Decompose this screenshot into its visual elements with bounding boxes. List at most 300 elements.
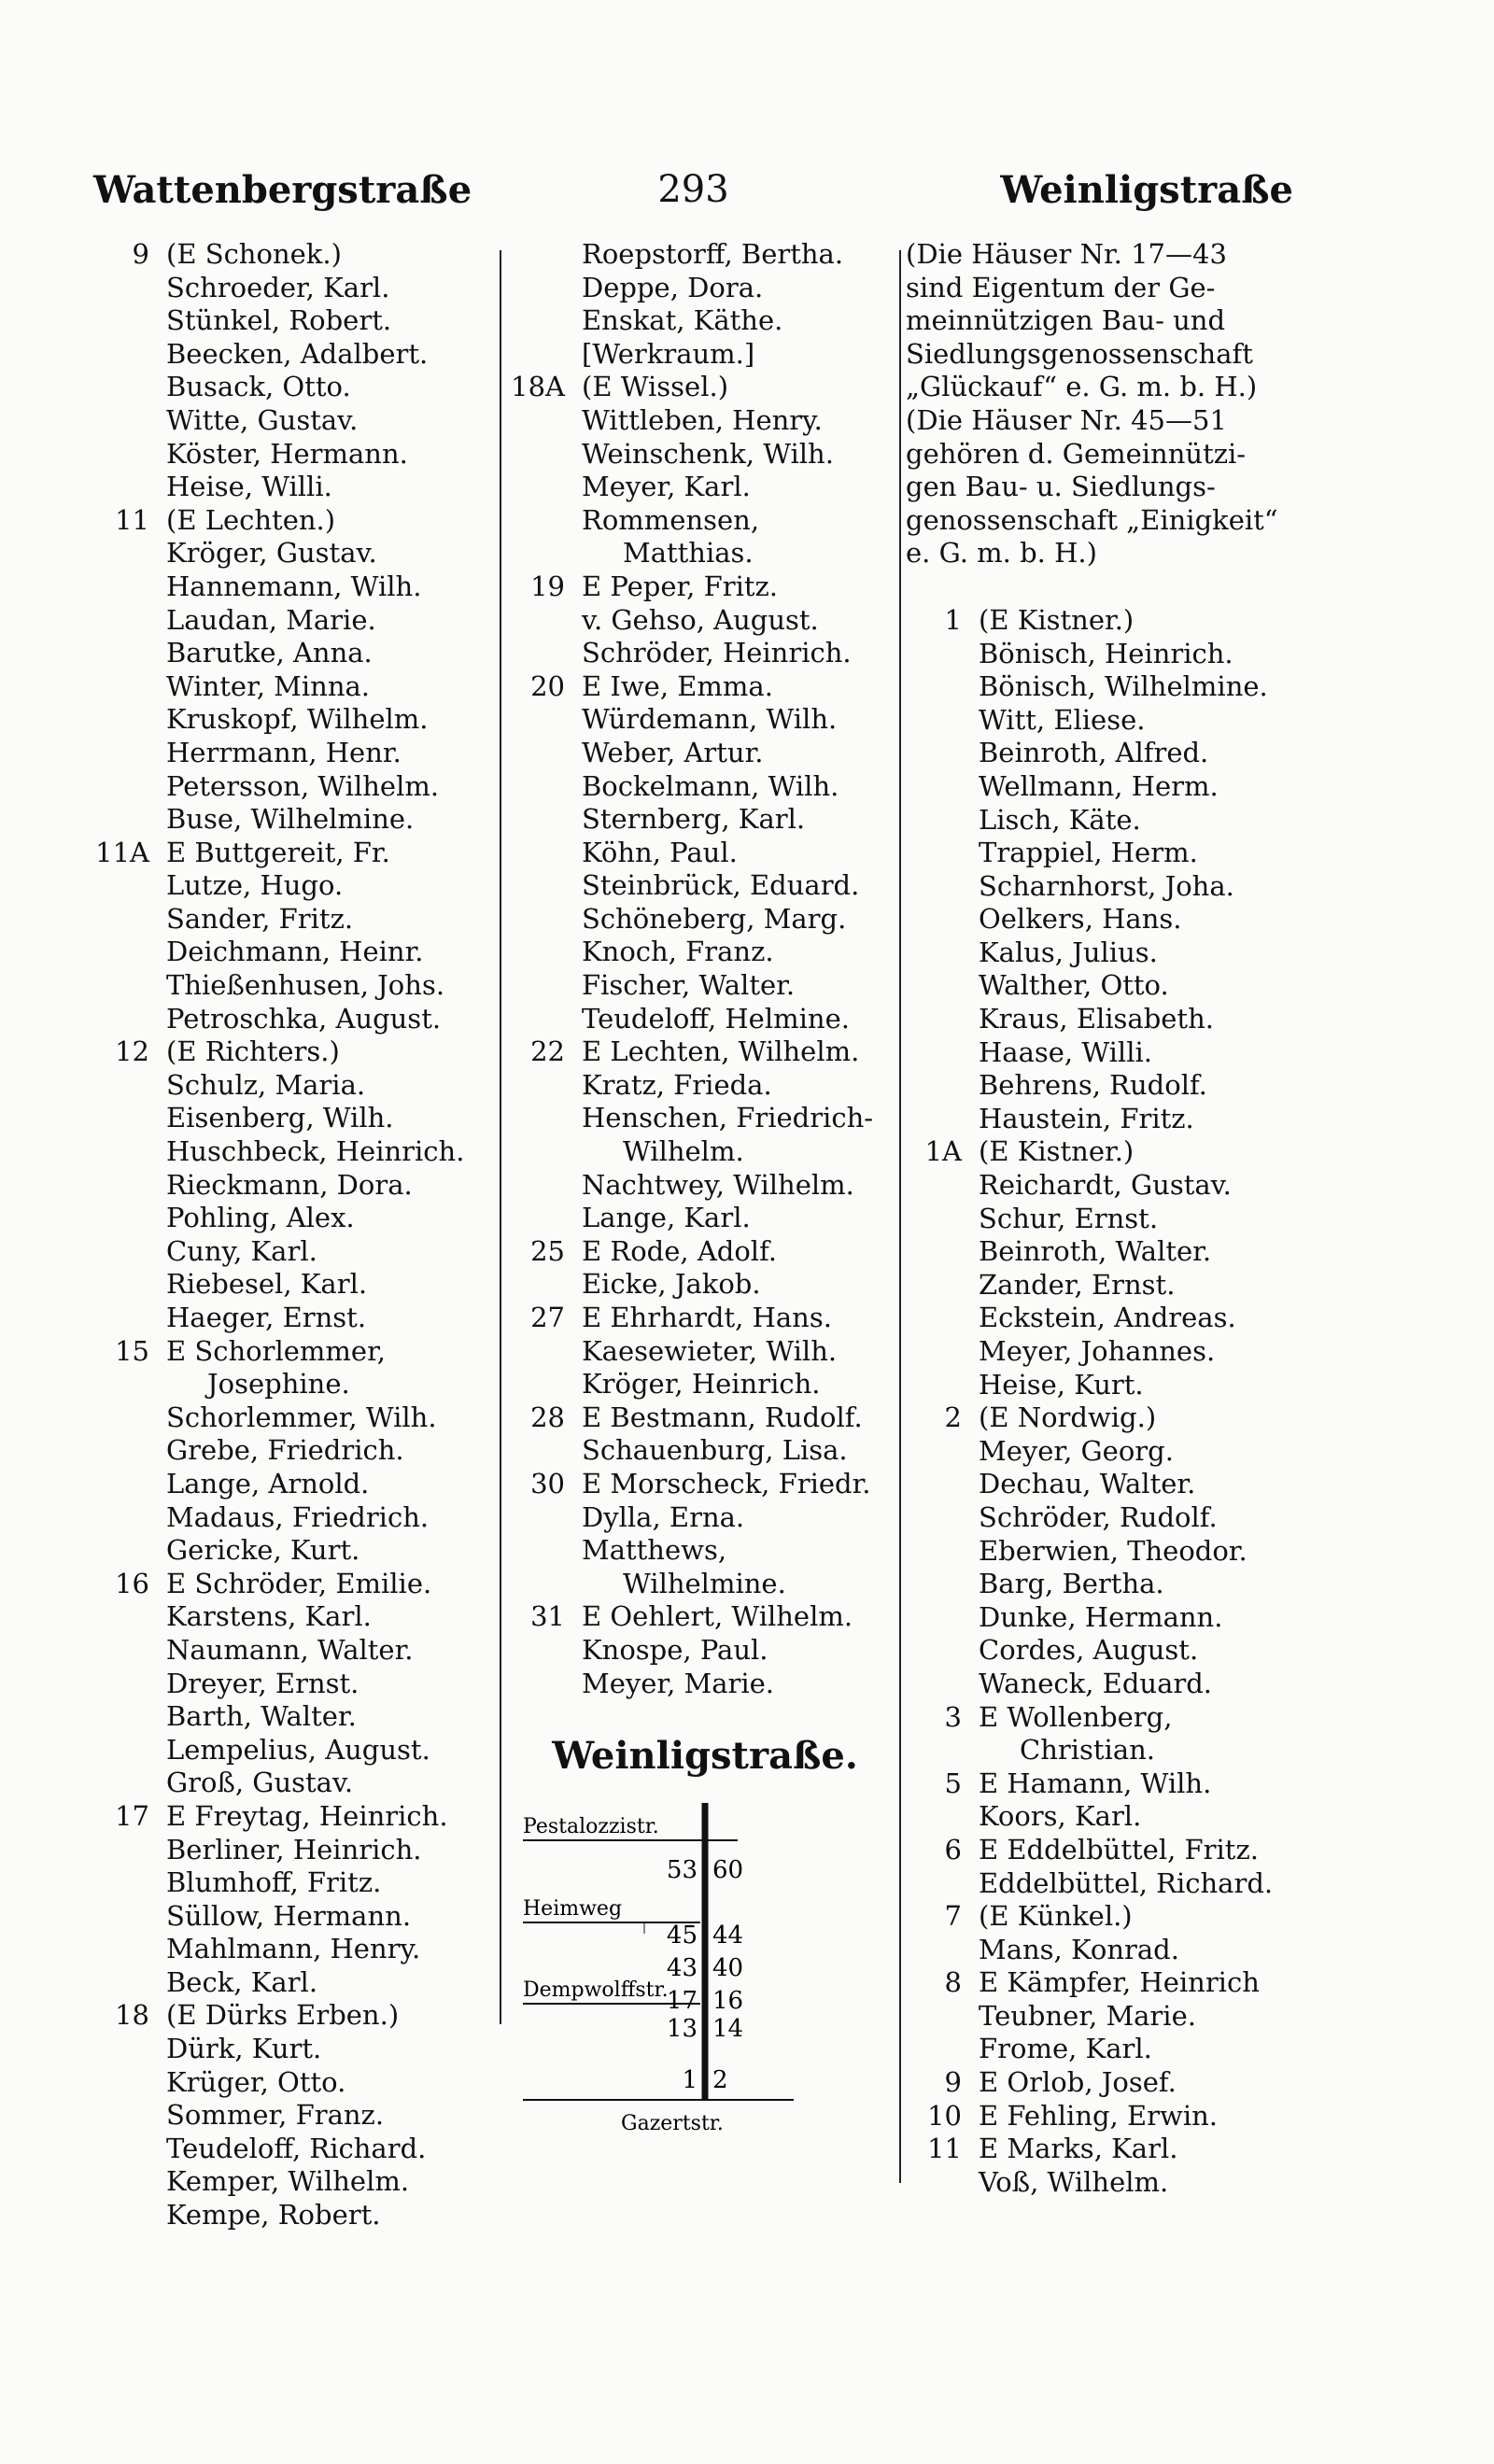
entry-text: Karstens, Karl. [166, 1600, 372, 1633]
entry-text: Cuny, Karl. [166, 1234, 317, 1267]
entry-text: Riebesel, Karl. [166, 1268, 368, 1301]
resident-entry [93, 371, 495, 404]
house-number: 8 [944, 1966, 962, 1999]
entry-text: Thießenhusen, Johs. [166, 969, 445, 1002]
resident-entry [93, 1102, 495, 1135]
entry-text: Kemper, Wilhelm. [166, 2165, 410, 2198]
house-number: 19 [530, 570, 565, 602]
entry-text: Kraus, Elisabeth. [979, 1003, 1214, 1035]
resident-entry [93, 1600, 495, 1634]
entry-text: Beinroth, Walter. [979, 1235, 1212, 1268]
note-line [906, 304, 1307, 338]
note-text: sind Eigentum der Ge- [906, 271, 1216, 303]
entry-text: Matthews, [582, 1534, 727, 1567]
house-number: 25 [530, 1234, 565, 1267]
note-line [906, 438, 1307, 472]
resident-entry [93, 1003, 495, 1036]
entry-text: Bockelmann, Wilh. [582, 769, 839, 802]
entry-text: Behrens, Rudolf. [979, 1069, 1207, 1102]
entry-text: Pohling, Alex. [166, 1202, 355, 1234]
house-number: 9 [944, 2066, 962, 2099]
resident-entry [93, 1434, 495, 1468]
resident-entry [906, 903, 1307, 936]
entry-text: E Peper, Fritz. [582, 570, 779, 602]
entry-text: (E Kistner.) [979, 603, 1135, 636]
entry-text: E Lechten, Wilhelm. [582, 1035, 860, 1068]
entry-text: Wilhelmine. [623, 1567, 786, 1599]
resident-entry [509, 1102, 901, 1135]
entry-text: Barutke, Anna. [166, 637, 373, 669]
house-number: 11 [115, 503, 149, 536]
entry-text: Schur, Ernst. [979, 1202, 1159, 1234]
entry-text: E Schorlemmer, [166, 1334, 386, 1367]
entry-text: Voß, Wilhelm. [979, 2165, 1169, 2198]
house-number: 5 [944, 1767, 962, 1799]
resident-entry [93, 1501, 495, 1535]
resident-entry [93, 936, 495, 969]
entry-text: Reichardt, Gustav. [979, 1169, 1232, 1202]
top-street-label: Pestalozzistr. [523, 1815, 659, 1839]
resident-entry [509, 737, 901, 770]
house-number-left: 1 [682, 2066, 698, 2095]
house-number: 31 [530, 1600, 565, 1633]
entry-text: Würdemann, Wilh. [582, 703, 838, 736]
resident-entry [93, 969, 495, 1003]
resident-entry [93, 1302, 495, 1335]
entry-text: E Morscheck, Friedr. [582, 1467, 871, 1500]
entry-text: Waneck, Eduard. [979, 1667, 1213, 1699]
entry-text: E Rode, Adolf. [582, 1234, 778, 1267]
resident-entry [509, 803, 901, 837]
entry-text: E Kämpfer, Heinrich [979, 1966, 1260, 1999]
entry-text: Frome, Karl. [979, 2033, 1152, 2065]
entry-text: Weinschenk, Wilh. [582, 437, 834, 470]
house-number: 1 [944, 603, 962, 636]
house-number-left: 43 [666, 1954, 698, 1983]
house-entry [509, 1401, 901, 1435]
resident-entry [509, 604, 901, 638]
house-entry [906, 1767, 1307, 1801]
resident-entry [93, 670, 495, 704]
house-entry [509, 1302, 901, 1335]
entry-text: v. Gehso, August. [582, 603, 819, 636]
house-number: 15 [115, 1334, 149, 1367]
house-number-right: 40 [712, 1954, 744, 1983]
resident-entry [93, 1767, 495, 1800]
resident-entry [906, 1934, 1307, 1967]
side-street-2-label: Dempwolffstr. [523, 1978, 669, 2003]
entry-text: Köhn, Paul. [582, 836, 738, 868]
entry-text: Heise, Kurt. [979, 1368, 1144, 1401]
resident-entry [93, 1468, 495, 1501]
house-entry [906, 1135, 1307, 1169]
house-entry [906, 604, 1307, 638]
entry-text: Steinbrück, Eduard. [582, 869, 860, 902]
resident-entry [906, 1568, 1307, 1601]
entry-text: Zander, Ernst. [979, 1268, 1176, 1301]
house-number: 17 [115, 1799, 149, 1832]
resident-entry [93, 1135, 495, 1169]
page-number: 293 [657, 168, 729, 211]
column-3 [906, 238, 1307, 2199]
entry-text: Lisch, Käte. [979, 803, 1141, 836]
entry-text: Eberwien, Theodor. [979, 1534, 1247, 1567]
house-number: 30 [530, 1467, 565, 1500]
entry-text: Eisenberg, Wilh. [166, 1102, 394, 1134]
entry-text: Meyer, Johannes. [979, 1335, 1216, 1367]
resident-entry [906, 1535, 1307, 1569]
resident-entry [906, 2033, 1307, 2066]
resident-entry [93, 1401, 495, 1435]
resident-entry [906, 1634, 1307, 1668]
entry-text: Kaesewieter, Wilh. [582, 1334, 838, 1367]
entry-text: Deichmann, Heinr. [166, 936, 424, 968]
resident-entry [509, 770, 901, 804]
house-entry [906, 2100, 1307, 2133]
entry-text: Haeger, Ernst. [166, 1302, 367, 1333]
house-entry [93, 1800, 495, 1834]
entry-text: (E Lechten.) [166, 503, 336, 536]
resident-entry [93, 1069, 495, 1103]
entry-text: Witte, Gustav. [166, 403, 359, 436]
entry-text: Wilhelm. [623, 1135, 744, 1168]
entry-text: Bönisch, Heinrich. [979, 637, 1233, 669]
house-number: 18 [115, 1999, 149, 2032]
resident-entry [509, 504, 901, 538]
entry-text: (E Kistner.) [979, 1135, 1135, 1168]
entry-text: (E Nordwig.) [979, 1401, 1157, 1434]
note-line [906, 338, 1307, 372]
resident-entry [93, 1268, 495, 1302]
resident-entry [906, 969, 1307, 1003]
entry-text: Meyer, Marie. [582, 1667, 775, 1699]
resident-entry [93, 537, 495, 570]
resident-entry [906, 1601, 1307, 1635]
resident-entry [906, 1800, 1307, 1834]
column-1 [93, 238, 495, 2232]
house-number-right: 60 [712, 1856, 744, 1885]
bottom-street-label: Gazertstr. [621, 2112, 724, 2136]
entry-text: Berliner, Heinrich. [166, 1833, 422, 1866]
entry-text: Groß, Gustav. [166, 1767, 354, 1799]
entry-text: Gericke, Kurt. [166, 1534, 360, 1567]
resident-entry [93, 770, 495, 804]
resident-entry [509, 537, 901, 570]
resident-entry [509, 1135, 901, 1169]
house-entry [906, 2066, 1307, 2100]
entry-text: Dechau, Walter. [979, 1468, 1196, 1500]
resident-entry [906, 770, 1307, 804]
entry-text: Süllow, Hermann. [166, 1899, 412, 1932]
house-entry [93, 1568, 495, 1601]
resident-entry [906, 737, 1307, 770]
entry-text: Sternberg, Karl. [582, 803, 806, 836]
house-number: 7 [944, 1900, 962, 1933]
note-text: e. G. m. b. H.) [906, 537, 1097, 570]
entry-text: Dürk, Kurt. [166, 2033, 322, 2065]
house-number: 20 [530, 669, 565, 702]
entry-text: Knospe, Paul. [582, 1633, 768, 1666]
entry-text: Eicke, Jakob. [582, 1268, 761, 1301]
entry-text: Matthias. [623, 537, 754, 570]
resident-entry [509, 1501, 901, 1535]
resident-entry [509, 404, 901, 438]
resident-entry [93, 1235, 495, 1269]
resident-entry [906, 1867, 1307, 1901]
entry-text: Schröder, Rudolf. [979, 1500, 1218, 1533]
entry-text: Bönisch, Wilhelmine. [979, 670, 1268, 703]
resident-entry [906, 1203, 1307, 1236]
entry-text: E Bestmann, Rudolf. [582, 1401, 863, 1433]
entry-text: E Marks, Karl. [979, 2133, 1178, 2165]
entry-text: E Buttgereit, Fr. [166, 836, 390, 868]
resident-entry [906, 1734, 1307, 1767]
resident-entry [906, 1302, 1307, 1335]
entry-text: Heise, Willi. [166, 471, 332, 503]
resident-entry [93, 1169, 495, 1203]
entry-text: Lange, Karl. [582, 1202, 751, 1234]
resident-entry [93, 2199, 495, 2232]
house-number: 28 [530, 1401, 565, 1433]
resident-entry [509, 1634, 901, 1668]
entry-text: Lutze, Hugo. [166, 869, 344, 902]
resident-entry [509, 272, 901, 305]
entry-text: Petersson, Wilhelm. [166, 769, 440, 802]
resident-entry [509, 1668, 901, 1701]
entry-text: Stünkel, Robert. [166, 304, 392, 337]
resident-entry [906, 704, 1307, 738]
resident-entry [93, 737, 495, 770]
house-number-left: 13 [666, 2015, 698, 2044]
entry-text: Schroeder, Karl. [166, 271, 390, 303]
entry-text: (E Dürks Erben.) [166, 1999, 400, 2032]
resident-entry [93, 2165, 495, 2199]
column-3-entries [906, 604, 1307, 2200]
resident-entry [509, 703, 901, 737]
resident-entry [93, 1933, 495, 1966]
house-number: 9 [132, 238, 149, 270]
resident-entry [93, 2066, 495, 2100]
resident-entry [906, 2166, 1307, 2200]
note-text: (Die Häuser Nr. 45—51 [906, 403, 1227, 436]
entry-text: Trappiel, Herm. [979, 837, 1198, 869]
note-text: Siedlungsgenossenschaft [906, 337, 1253, 370]
house-number-left: 53 [666, 1856, 698, 1885]
house-entry [93, 1035, 495, 1069]
resident-entry [509, 1202, 901, 1235]
house-number-left: 17 [666, 1987, 698, 2016]
resident-entry [93, 570, 495, 604]
house-number: 2 [944, 1401, 962, 1434]
resident-entry [93, 1700, 495, 1734]
resident-entry [93, 338, 495, 372]
entry-text: Buse, Wilhelmine. [166, 803, 415, 836]
resident-entry [509, 903, 901, 936]
resident-entry [906, 1369, 1307, 1402]
resident-entry [906, 1103, 1307, 1136]
note-line [906, 238, 1307, 272]
running-head-left: Wattenbergstraße [93, 168, 472, 212]
house-number-left: 45 [666, 1922, 698, 1950]
resident-entry [509, 1003, 901, 1036]
resident-entry [93, 471, 495, 504]
house-number: 11 [927, 2133, 962, 2165]
house-number: 11A [95, 836, 149, 868]
entry-text: Christian. [1020, 1734, 1155, 1767]
resident-entry [906, 1169, 1307, 1203]
house-entry [509, 1035, 901, 1069]
entry-text: Nachtwey, Wilhelm. [582, 1168, 854, 1201]
house-number: 16 [115, 1567, 149, 1599]
house-entry [93, 837, 495, 870]
resident-entry [509, 1069, 901, 1103]
resident-entry [509, 1169, 901, 1203]
street-diagram [509, 1803, 901, 2148]
entry-text: Winter, Minna. [166, 669, 371, 702]
column-2 [509, 238, 901, 2152]
entry-text: Schröder, Heinrich. [582, 637, 852, 669]
entry-text: E Freytag, Heinrich. [166, 1799, 448, 1832]
house-number: 1A [924, 1135, 962, 1168]
resident-entry [906, 1269, 1307, 1302]
resident-entry [93, 803, 495, 837]
entry-text: Eddelbüttel, Richard. [979, 1866, 1274, 1899]
house-entry [906, 1966, 1307, 2000]
entry-text: Lange, Arnold. [166, 1467, 370, 1500]
entry-text: E Wollenberg, [979, 1700, 1173, 1733]
resident-entry [509, 338, 901, 372]
house-number: 27 [530, 1302, 565, 1333]
house-entry [906, 1701, 1307, 1735]
resident-entry [93, 1534, 495, 1568]
resident-entry [93, 2133, 495, 2166]
resident-entry [509, 1434, 901, 1468]
house-number: 12 [115, 1035, 149, 1068]
house-entry [509, 570, 901, 604]
resident-entry [906, 1235, 1307, 1269]
entry-text: Busack, Otto. [166, 371, 351, 403]
entry-text: Petroschka, August. [166, 1002, 442, 1035]
entry-text: Josephine. [207, 1368, 350, 1401]
resident-entry [906, 1335, 1307, 1369]
note-line [906, 404, 1307, 438]
resident-entry [509, 869, 901, 903]
house-entry [509, 1468, 901, 1501]
entry-text: Köster, Hermann. [166, 437, 408, 470]
resident-entry [906, 1668, 1307, 1701]
entry-text: Naumann, Walter. [166, 1633, 414, 1666]
resident-entry [93, 703, 495, 737]
entry-text: Henschen, Friedrich- [582, 1102, 874, 1134]
entry-text: Wellmann, Herm. [979, 769, 1219, 802]
entry-text: (E Richters.) [166, 1035, 340, 1068]
resident-entry [93, 1734, 495, 1767]
entry-text: Madaus, Friedrich. [166, 1500, 430, 1533]
entry-text: [Werkraum.] [582, 337, 755, 370]
note-text: meinnützigen Bau- und [906, 304, 1226, 337]
note-line [906, 272, 1307, 305]
ownership-note [906, 238, 1307, 570]
resident-entry [93, 903, 495, 936]
house-entry [509, 1600, 901, 1634]
entry-text: Krüger, Otto. [166, 2065, 346, 2098]
house-number-right: 44 [712, 1922, 744, 1950]
side-street-1-label: Heimweg [523, 1897, 623, 1922]
entry-text: (E Künkel.) [979, 1900, 1133, 1933]
entry-text: E Fehling, Erwin. [979, 2099, 1219, 2132]
resident-entry [93, 637, 495, 670]
resident-entry [93, 1668, 495, 1701]
house-number-right: 16 [712, 1987, 744, 2016]
resident-entry [906, 936, 1307, 970]
house-entry [93, 238, 495, 272]
column-rule-left [500, 250, 501, 2024]
house-entry [906, 1900, 1307, 1934]
entry-text: Scharnhorst, Joha. [979, 869, 1234, 902]
entry-text: Meyer, Georg. [979, 1434, 1174, 1467]
entry-text: Rieckmann, Dora. [166, 1168, 413, 1201]
page-header [93, 168, 1293, 224]
house-number: 22 [530, 1035, 565, 1068]
entry-text: E Hamann, Wilh. [979, 1767, 1212, 1799]
entry-text: Sander, Fritz. [166, 902, 354, 935]
resident-entry [509, 1335, 901, 1369]
resident-entry [93, 272, 495, 305]
entry-text: Koors, Karl. [979, 1800, 1142, 1833]
note-text: „Glückauf“ e. G. m. b. H.) [906, 371, 1258, 403]
resident-entry [93, 304, 495, 338]
resident-entry [93, 1834, 495, 1867]
resident-entry [93, 2033, 495, 2066]
entry-text: Barg, Bertha. [979, 1568, 1164, 1600]
resident-entry [509, 936, 901, 969]
entry-text: Schulz, Maria. [166, 1068, 366, 1101]
entry-text: Kruskopf, Wilhelm. [166, 703, 429, 736]
resident-entry [509, 1268, 901, 1302]
house-entry [93, 1335, 495, 1369]
resident-entry [906, 638, 1307, 671]
entry-text: Beecken, Adalbert. [166, 337, 429, 370]
note-line [906, 371, 1307, 404]
entry-text: Eckstein, Andreas. [979, 1302, 1236, 1334]
entry-text: Laudan, Marie. [166, 603, 376, 636]
entry-text: Lempelius, August. [166, 1733, 430, 1766]
entry-text: Witt, Eliese. [979, 703, 1146, 736]
entry-text: Rommensen, [582, 503, 760, 536]
entry-text: Blumhoff, Fritz. [166, 1866, 382, 1899]
column-2-entries [509, 238, 901, 1700]
entry-text: Sommer, Franz. [166, 2099, 385, 2132]
resident-entry [509, 837, 901, 870]
resident-entry [906, 670, 1307, 704]
house-entry [93, 504, 495, 538]
resident-entry [906, 1435, 1307, 1469]
entry-text: Meyer, Karl. [582, 471, 751, 503]
resident-entry [509, 637, 901, 670]
entry-text: Dreyer, Ernst. [166, 1667, 359, 1699]
resident-entry [906, 2000, 1307, 2034]
entry-text: Mahlmann, Henry. [166, 1933, 421, 1965]
entry-text: Hannemann, Wilh. [166, 570, 422, 602]
house-number-right: 14 [712, 2015, 744, 2044]
entry-text: Teudeloff, Richard. [166, 2132, 427, 2164]
resident-entry [93, 1634, 495, 1668]
entry-text: Huschbeck, Heinrich. [166, 1135, 465, 1168]
resident-entry [906, 1501, 1307, 1535]
entry-text: Haase, Willi. [979, 1035, 1152, 1068]
street-title: Weinligstraße. [552, 1734, 858, 1779]
entry-text: Herrmann, Henr. [166, 736, 402, 768]
